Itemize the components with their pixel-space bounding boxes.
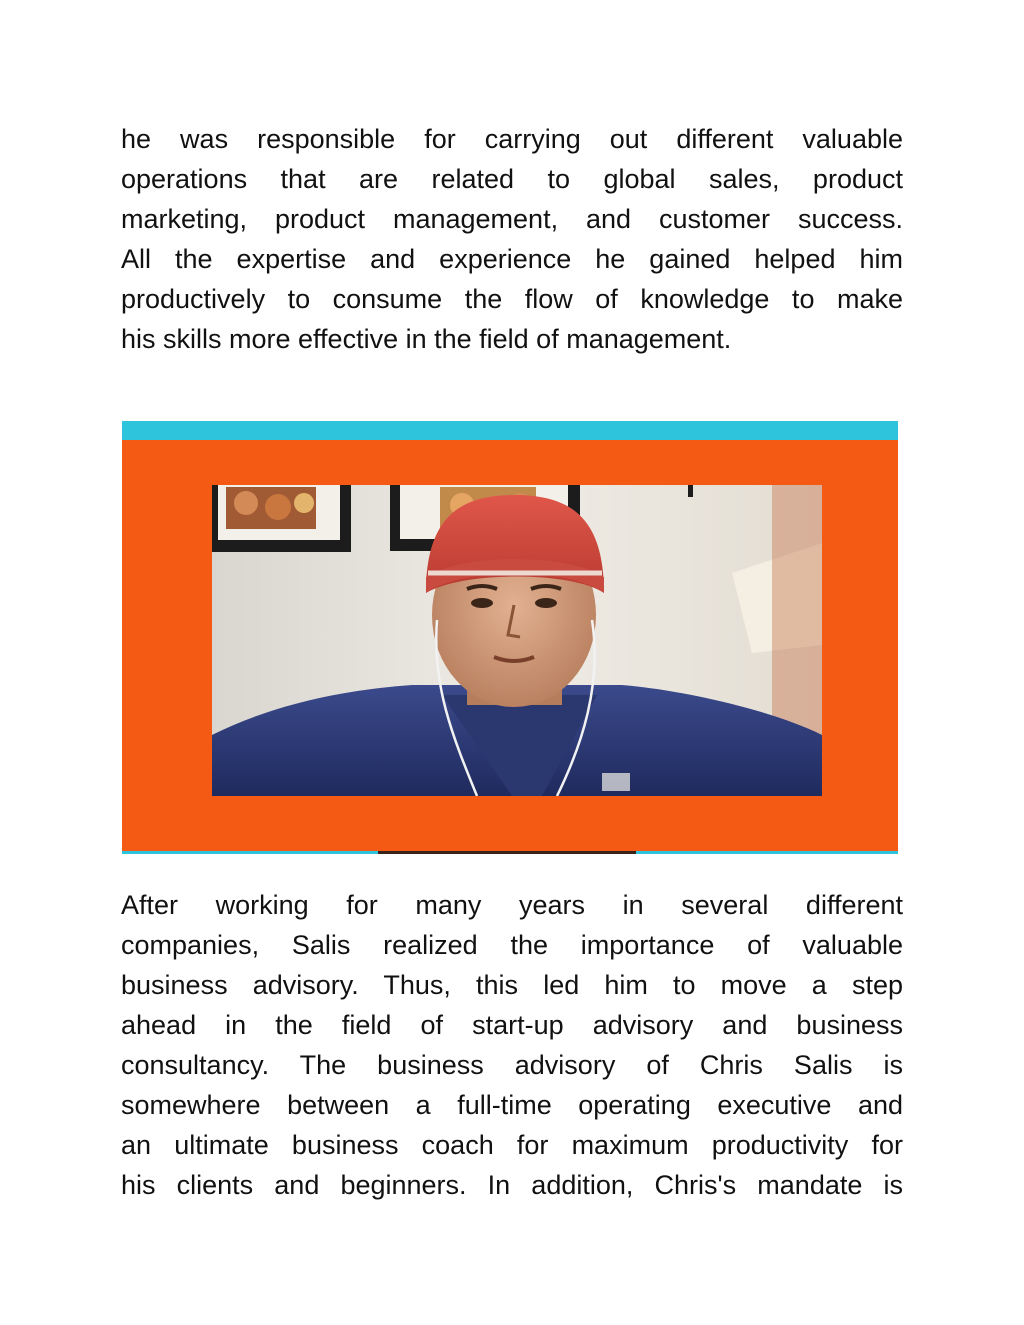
text-line: productively to consume the flow of knowledge to make [121,284,903,314]
paragraph-1 [121,119,903,359]
text-line: All the expertise and experience he gained helped him [121,244,903,274]
portrait-photo [212,485,822,796]
photo-frame [122,421,898,854]
paragraph-2 [121,885,903,1205]
text-line: business advisory. Thus, this led him to move a step [121,970,903,1000]
portrait-illustration [212,485,822,796]
text-line: companies, Salis realized the importance of valuable [121,930,903,960]
text-line: consultancy. The business advisory of Chris Salis is [121,1050,903,1080]
frame-bottom-shadow [378,851,636,854]
text-line: somewhere between a full-time operating executive and [121,1090,903,1120]
text-line: operations that are related to global sales, product [121,164,903,194]
text-line: an ultimate business coach for maximum productivity for [121,1130,903,1160]
text-line: marketing, product management, and customer success. [121,204,903,234]
text-line: his clients and beginners. In addition, Chris's mandate is [121,1170,903,1200]
text-line: he was responsible for carrying out different valuable [121,124,903,154]
text-line: his skills more effective in the field of management. [121,324,732,354]
frame-top-strip [122,421,898,440]
text-line: ahead in the field of start-up advisory and business [121,1010,903,1040]
text-line: After working for many years in several different [121,890,903,920]
